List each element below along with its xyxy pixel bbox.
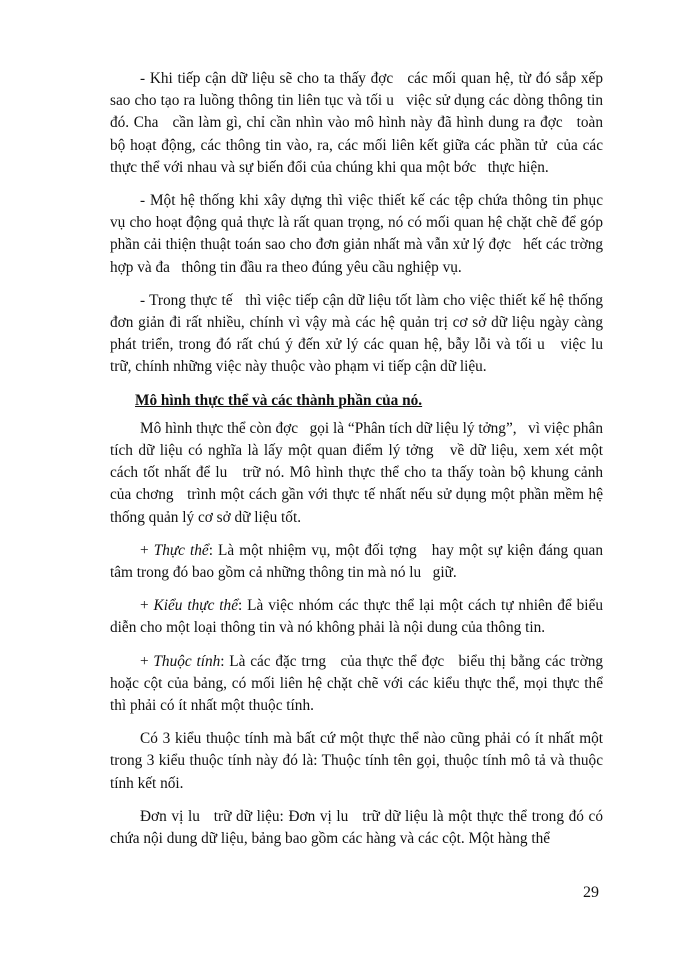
intro-paragraph: Mô hình thực thể còn đợc gọi là “Phân tích dữ liệu lý tởng”, vì việc phân tích dữ liệu có nghĩa là lấy một quan điểm lý tởng về dữ liệu, xem xét một cách tốt nhất để lu trữ nó. Mô hình thực thể cho ta thấy toàn bộ khung cảnh của chơng trình một cách gần với thực tế nhất nếu sử dụng một phần mềm hệ thống quản lý cơ sở dữ liệu tốt. — [110, 419, 607, 526]
definition-prefix: + — [140, 652, 154, 670]
closing-paragraph-1: Có 3 kiểu thuộc tính mà bất cứ một thực thể nào cũng phải có ít nhất một trong 3 kiểu thuộc tính này đó là: Thuộc tính tên gọi, thuộc tính mô tả và thuộc tính kết nối. — [110, 730, 607, 792]
definition-entity-type — [110, 595, 607, 639]
page-number: 29 — [583, 884, 599, 901]
definition-term: Thực thể — [153, 541, 209, 559]
section-heading: Mô hình thực thể và các thành phần của nó. — [135, 391, 423, 409]
definition-text: : Là các đặc trng của thực thể đợc biểu thị bằng các trờng hoặc cột của bảng, có mối liên hệ chặt chẽ với các kiểu thực thể, mọi thực thể thì phải có ít nhất một thuộc tính. — [110, 652, 615, 715]
definition-text: : Là một nhiệm vụ, một đối tợng hay một sự kiện đáng quan tâm trong đó bao gồm cả những thông tin mà nó lu giữ. — [110, 541, 607, 582]
definition-term: Thuộc tính — [153, 652, 221, 670]
body-paragraph-2: - Một hệ thống khi xây dựng thì việc thiết kế các tệp chứa thông tin phục vụ cho hoạt động quả thực là rất quan trọng, nó có mối quan hệ chặt chẽ để góp phần cải thiện thuật toán sao cho đơn giản nhất mà vẫn xử lý đợc hết các trờng hợp và đa thông tin đầu ra theo đúng yêu cầu nghiệp vụ. — [110, 192, 615, 276]
definition-prefix: + — [140, 597, 154, 615]
definition-text: : Là việc nhóm các thực thể lại một cách tự nhiên để biểu diễn cho một loại thông tin và nó không phải là nội dung của thông tin. — [110, 597, 607, 637]
definition-attribute — [110, 651, 615, 718]
document-page — [110, 68, 615, 861]
definition-entity — [110, 540, 607, 584]
closing-paragraph-2: Đơn vị lu trữ dữ liệu: Đơn vị lu trữ dữ liệu là một thực thể trong đó có chứa nội dung dữ liệu, bảng bao gồm các hàng và các cột. Một hàng thể — [110, 807, 607, 848]
definition-prefix: + — [140, 541, 154, 559]
definition-term: Kiểu thực thể — [153, 597, 238, 615]
body-paragraph-3: - Trong thực tế thì việc tiếp cận dữ liệu tốt làm cho việc thiết kế hệ thống đơn giản đi rất nhiều, chính vì vậy mà các hệ quản trị cơ sở dữ liệu ngày càng phát triển, trong đó rất chú ý đến xử lý các quan hệ, bẫy lỗi và tối u việc lu trữ, chính những việc này thuộc vào phạm vi tiếp cận dữ liệu. — [110, 291, 615, 376]
body-paragraph-1: - Khi tiếp cận dữ liệu sẽ cho ta thấy đợc các mối quan hệ, từ đó sắp xếp sao cho tạo ra luồng thông tin liên tục và tối u việc sử dụng các dòng thông tin đó. Cha cần làm gì, chỉ cần nhìn vào mô hình này đã hình dung ra đợc toàn bộ hoạt động, các thông tin vào, ra, các mối liên kết giữa các phần tử của các thực thể với nhau và sự biến đổi của chúng khi qua một bớc thực hiện. — [110, 70, 607, 176]
